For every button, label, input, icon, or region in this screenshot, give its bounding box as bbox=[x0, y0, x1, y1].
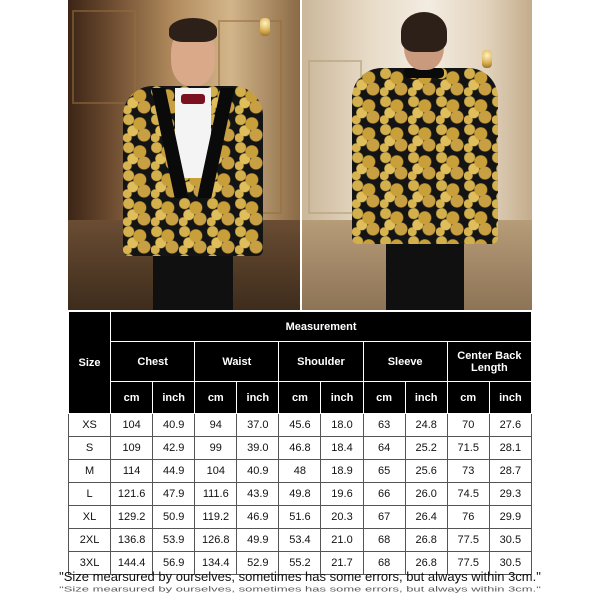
unit-header: cm bbox=[195, 382, 237, 414]
measurement-cell: 47.9 bbox=[153, 483, 195, 506]
measurement-cell: 109 bbox=[111, 437, 153, 460]
size-cell: XL bbox=[69, 506, 111, 529]
sleeve-header: Sleeve bbox=[363, 342, 447, 382]
measurement-cell: 70 bbox=[447, 414, 489, 437]
measurement-cell: 21.7 bbox=[321, 552, 363, 575]
measurement-cell: 18.4 bbox=[321, 437, 363, 460]
measurement-cell: 44.9 bbox=[153, 460, 195, 483]
measurement-cell: 27.6 bbox=[489, 414, 531, 437]
measurement-cell: 126.8 bbox=[195, 529, 237, 552]
measurement-cell: 20.3 bbox=[321, 506, 363, 529]
table-row bbox=[69, 483, 532, 506]
measurement-note-echo: "Size mearsured by ourselves, sometimes has some errors, but always within 3cm." bbox=[59, 585, 541, 594]
measurement-header: Measurement bbox=[111, 312, 532, 342]
measurement-cell: 26.4 bbox=[405, 506, 447, 529]
measurement-cell: 49.8 bbox=[279, 483, 321, 506]
back-model bbox=[342, 10, 502, 310]
size-cell: M bbox=[69, 460, 111, 483]
measurement-cell: 55.2 bbox=[279, 552, 321, 575]
measurement-cell: 64 bbox=[363, 437, 405, 460]
measurement-cell: 52.9 bbox=[237, 552, 279, 575]
size-header: Size bbox=[69, 312, 111, 414]
chest-header: Chest bbox=[111, 342, 195, 382]
measurement-note: "Size mearsured by ourselves, sometimes has some errors, but always within 3cm." bbox=[59, 569, 541, 584]
floral-blazer-back bbox=[352, 68, 498, 244]
front-model bbox=[113, 8, 273, 310]
back-view-photo bbox=[302, 0, 532, 310]
measurement-cell: 51.6 bbox=[279, 506, 321, 529]
table-row bbox=[69, 437, 532, 460]
measurement-cell: 50.9 bbox=[153, 506, 195, 529]
measurement-cell: 30.5 bbox=[489, 529, 531, 552]
front-view-photo bbox=[68, 0, 300, 310]
measurement-cell: 77.5 bbox=[447, 552, 489, 575]
measurement-cell: 65 bbox=[363, 460, 405, 483]
measurement-cell: 46.8 bbox=[279, 437, 321, 460]
table-row bbox=[69, 460, 532, 483]
measurement-cell: 48 bbox=[279, 460, 321, 483]
measurement-cell: 26.0 bbox=[405, 483, 447, 506]
measurement-cell: 67 bbox=[363, 506, 405, 529]
measurement-cell: 40.9 bbox=[237, 460, 279, 483]
measurement-cell: 129.2 bbox=[111, 506, 153, 529]
measurement-cell: 19.6 bbox=[321, 483, 363, 506]
measurement-cell: 68 bbox=[363, 552, 405, 575]
size-cell: L bbox=[69, 483, 111, 506]
measurement-cell: 94 bbox=[195, 414, 237, 437]
unit-header: inch bbox=[153, 382, 195, 414]
measurement-cell: 37.0 bbox=[237, 414, 279, 437]
measurement-cell: 73 bbox=[447, 460, 489, 483]
unit-header: inch bbox=[237, 382, 279, 414]
table-row bbox=[69, 529, 532, 552]
measurement-cell: 39.0 bbox=[237, 437, 279, 460]
measurement-cell: 28.1 bbox=[489, 437, 531, 460]
measurement-cell: 53.4 bbox=[279, 529, 321, 552]
measurement-cell: 29.3 bbox=[489, 483, 531, 506]
measurement-cell: 74.5 bbox=[447, 483, 489, 506]
measurement-cell: 26.8 bbox=[405, 552, 447, 575]
measurement-cell: 18.0 bbox=[321, 414, 363, 437]
size-cell: XS bbox=[69, 414, 111, 437]
measurement-cell: 68 bbox=[363, 529, 405, 552]
unit-header: inch bbox=[489, 382, 531, 414]
measurement-cell: 18.9 bbox=[321, 460, 363, 483]
measurement-cell: 66 bbox=[363, 483, 405, 506]
unit-header: cm bbox=[447, 382, 489, 414]
measurement-cell: 28.7 bbox=[489, 460, 531, 483]
measurement-cell: 21.0 bbox=[321, 529, 363, 552]
measurement-cell: 56.9 bbox=[153, 552, 195, 575]
measurement-cell: 119.2 bbox=[195, 506, 237, 529]
size-rows bbox=[69, 414, 532, 575]
model-hair bbox=[401, 12, 447, 52]
measurement-cell: 114 bbox=[111, 460, 153, 483]
waist-header: Waist bbox=[195, 342, 279, 382]
measurement-cell: 136.8 bbox=[111, 529, 153, 552]
size-cell: 2XL bbox=[69, 529, 111, 552]
measurement-cell: 49.9 bbox=[237, 529, 279, 552]
shoulder-header: Shoulder bbox=[279, 342, 363, 382]
measurement-cell: 104 bbox=[111, 414, 153, 437]
measurement-cell: 53.9 bbox=[153, 529, 195, 552]
unit-header: inch bbox=[321, 382, 363, 414]
measurement-cell: 45.6 bbox=[279, 414, 321, 437]
measurement-cell: 29.9 bbox=[489, 506, 531, 529]
size-chart-table bbox=[68, 311, 532, 575]
measurement-cell: 144.4 bbox=[111, 552, 153, 575]
unit-header: cm bbox=[279, 382, 321, 414]
unit-header: inch bbox=[405, 382, 447, 414]
measurement-cell: 24.8 bbox=[405, 414, 447, 437]
measurement-cell: 40.9 bbox=[153, 414, 195, 437]
measurement-cell: 63 bbox=[363, 414, 405, 437]
measurement-cell: 43.9 bbox=[237, 483, 279, 506]
center-back-length-header: Center Back Length bbox=[447, 342, 531, 382]
table-row bbox=[69, 414, 532, 437]
measurement-cell: 26.8 bbox=[405, 529, 447, 552]
table-row bbox=[69, 506, 532, 529]
measurement-cell: 42.9 bbox=[153, 437, 195, 460]
measurement-cell: 111.6 bbox=[195, 483, 237, 506]
measurement-cell: 121.6 bbox=[111, 483, 153, 506]
measurement-cell: 25.2 bbox=[405, 437, 447, 460]
unit-header: cm bbox=[363, 382, 405, 414]
measurement-cell: 25.6 bbox=[405, 460, 447, 483]
measurement-cell: 71.5 bbox=[447, 437, 489, 460]
size-cell: 3XL bbox=[69, 552, 111, 575]
bowtie-icon bbox=[181, 94, 205, 104]
measurement-cell: 30.5 bbox=[489, 552, 531, 575]
measurement-cell: 134.4 bbox=[195, 552, 237, 575]
measurement-cell: 104 bbox=[195, 460, 237, 483]
measurement-cell: 77.5 bbox=[447, 529, 489, 552]
unit-header: cm bbox=[111, 382, 153, 414]
model-hair bbox=[169, 18, 217, 42]
size-cell: S bbox=[69, 437, 111, 460]
measurement-cell: 46.9 bbox=[237, 506, 279, 529]
measurement-cell: 99 bbox=[195, 437, 237, 460]
measurement-cell: 76 bbox=[447, 506, 489, 529]
